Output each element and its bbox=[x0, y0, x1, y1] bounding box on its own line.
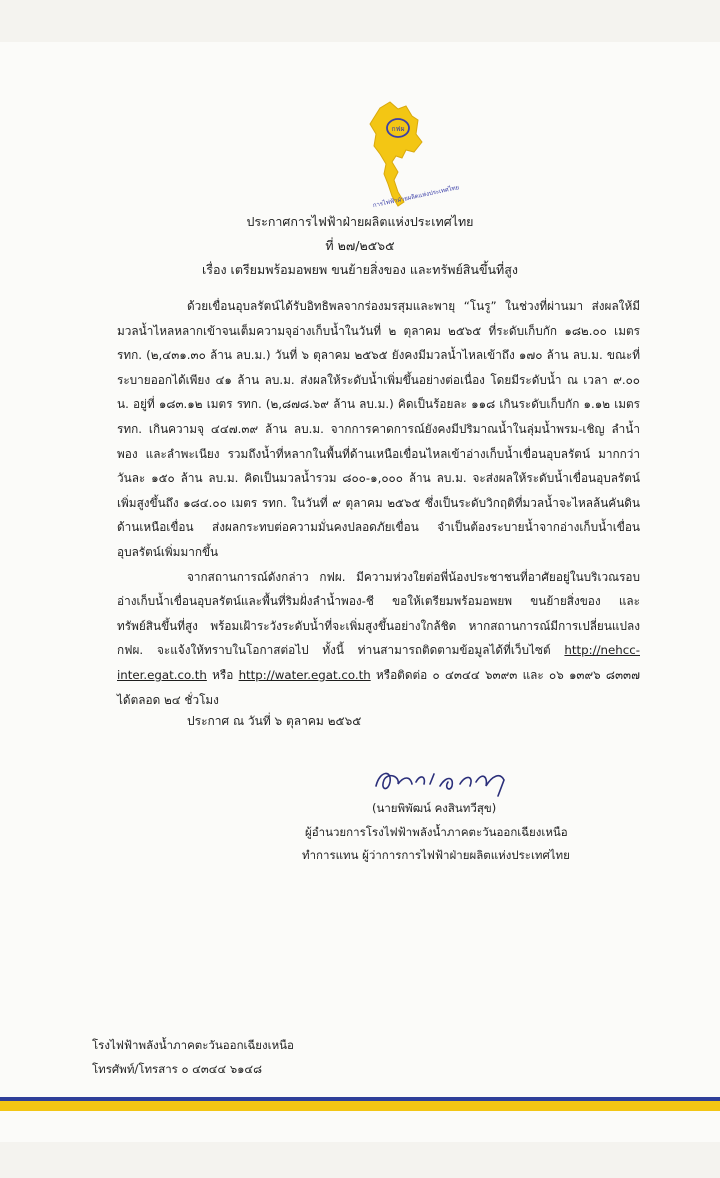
body-paragraph-2-text: จากสถานการณ์ดังกล่าว กฟผ. มีความห่วงใยต่อพี่น้องประชาชนที่อาศัยอยู่ในบริเวณรอบอ่างเก็บน้ำเขื่อนอุบลรัตน์และพื้นที่ริมฝั่งลำน้ำพอง-ชี ขอให้เตรียมพร้อมอพยพ ขนย้ายสิ่งของ และทรัพย์สินขึ้นที่สูง พร้อมเฝ้าระวังระดับน้ำที่จะเพิ่มสูงขึ้นอย่างใกล้ชิด หากสถานการณ์มีการเปลี่ยนแปลง กฟผ. จะแจ้งให้ทราบในโอกาสต่อไป ทั้งนี้ ท่านสามารถติดตามข้อมูลได้ที่เว็บไซต์ bbox=[117, 569, 640, 658]
word-or: หรือ bbox=[206, 667, 239, 682]
footer-stripe-yellow bbox=[0, 1101, 720, 1111]
announcement-issuer: ประกาศการไฟฟ้าฝ่ายผลิตแห่งประเทศไทย bbox=[246, 214, 474, 229]
logo-caption: การไฟฟ้าฝ่ายผลิตแห่งประเทศไทย bbox=[372, 184, 460, 210]
footer-phone: โทรศัพท์/โทรสาร ๐ ๔๓๔๔ ๖๑๔๘ bbox=[92, 1062, 262, 1076]
handwritten-signature bbox=[370, 762, 520, 802]
announcement-number: ที่ ๒๗/๒๕๖๕ bbox=[325, 238, 395, 253]
body-paragraph-1: ด้วยเขื่อนอุบลรัตน์ได้รับอิทธิพลจากร่องมรสุมและพายุ “โนรู” ในช่วงที่ผ่านมา ส่งผลให้มีมวลน้ำไหลหลากเข้าจนเต็มความจุอ่างเก็บน้ำในวันที่ ๒ ตุลาคม ๒๕๖๕ ที่ระดับเก็บกัก ๑๘๒.๐๐ เมตร รทก. (๒,๔๓๑.๓๐ ล้าน ลบ.ม.) วันที่ ๖ ตุลาคม ๒๕๖๕ ยังคงมีมวลน้ำไหลเข้าถึง ๑๗๐ ล้าน ลบ.ม. ขณะที่ระบายออกได้เพียง ๔๑ ล้าน ลบ.ม. ส่งผลให้ระดับน้ำเพิ่มขึ้นอย่างต่อเนื่อง โดยมีระดับน้ำ ณ เวลา ๙.๐๐ น. อยู่ที่ ๑๘๓.๑๒ เมตร รทก. (๒,๘๗๘.๖๙ ล้าน ลบ.ม.) คิดเป็นร้อยละ ๑๑๘ เกินระดับเก็บกัก ๑.๑๒ เมตร รทก. เกินความจุ ๔๔๗.๓๙ ล้าน ลบ.ม. จากการคาดการณ์ยังคงมีปริมาณน้ำในลุ่มน้ำพรม-เชิญ ลำน้ำพอง และลำพะเนียง รวมถึงน้ำที่หลากในพื้นที่ด้านเหนือเขื่อนไหลเข้าอ่างเก็บน้ำเขื่อนอุบลรัตน์ มากกว่าวันละ ๑๕๐ ล้าน ลบ.ม. คิดเป็นมวลน้ำรวม ๘๐๐-๑,๐๐๐ ล้าน ลบ.ม. จะส่งผลให้ระดับน้ำเขื่อนอุบลรัตน์เพิ่มสูงขึ้นถึง ๑๘๔.๐๐ เมตร รทก. ในวันที่ ๙ ตุลาคม ๒๕๖๕ ซึ่งเป็นระดับวิกฤติที่มวลน้ำจะไหลล้นคันดินด้านเหนือเขื่อน ส่งผลกระทบต่อความมั่นคงปลอดภัยเขื่อน จำเป็นต้องระบายน้ำจากอ่างเก็บน้ำเขื่อนอุบลรัตน์เพิ่มมากขึ้น bbox=[117, 299, 640, 559]
contact-phones: หรือติดต่อ ๐ ๔๓๔๔ ๖๓๙๓ และ ๐๖ ๑๓๙๖ ๘๓๓๗ ได้ตลอด ๒๔ ชั่วโมง bbox=[117, 667, 640, 707]
footer-organization: โรงไฟฟ้าพลังน้ำภาคตะวันออกเฉียงเหนือ bbox=[92, 1038, 294, 1052]
nehcc-website-link[interactable]: http://nehcc-inter.egat.co.th bbox=[117, 643, 640, 682]
signatory-name: (นายพิพัฒน์ คงสินทวีสุข) bbox=[372, 801, 497, 815]
signatory-acting-for: ทำการแทน ผู้ว่าการการไฟฟ้าฝ่ายผลิตแห่งประเทศไทย bbox=[302, 848, 570, 862]
announcement-date: ประกาศ ณ วันที่ ๖ ตุลาคม ๒๕๖๕ bbox=[187, 714, 362, 728]
logo-emblem-text: กฟผ bbox=[391, 125, 405, 133]
water-website-link[interactable]: http://water.egat.co.th bbox=[238, 667, 371, 682]
announcement-body bbox=[117, 294, 640, 712]
announcement-page bbox=[0, 42, 720, 1142]
announcement-subject: เรื่อง เตรียมพร้อมอพยพ ขนย้ายสิ่งของ และทรัพย์สินขึ้นที่สูง bbox=[201, 262, 519, 277]
signatory-position: ผู้อำนวยการโรงไฟฟ้าพลังน้ำภาคตะวันออกเฉียงเหนือ bbox=[305, 825, 568, 839]
body-paragraph-2 bbox=[117, 565, 640, 713]
